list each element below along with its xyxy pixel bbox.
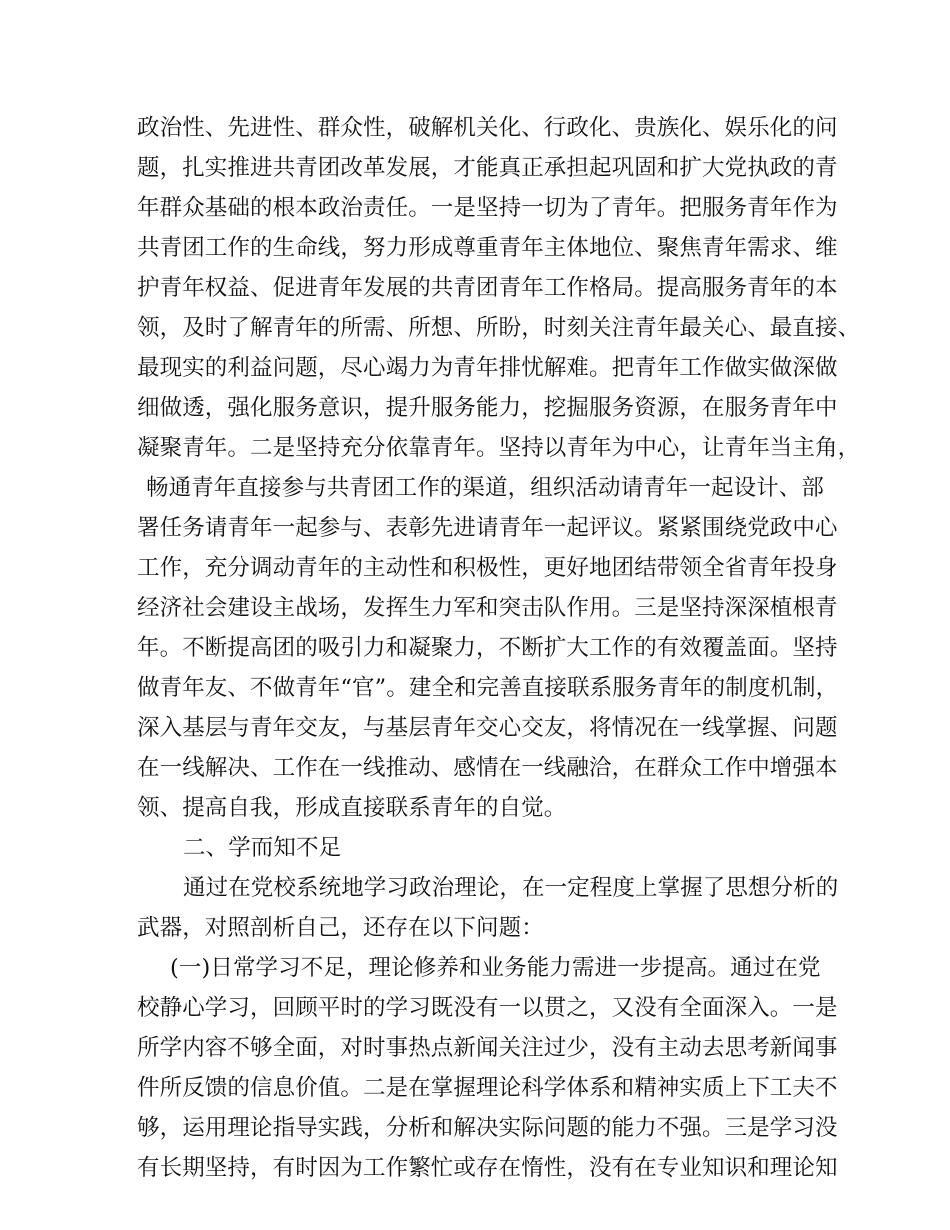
text-line: 在一线解决、工作在一线推动、感情在一线融洽，在群众工作中增强本 <box>137 755 838 781</box>
text-line: 校静心学习，回顾平时的学习既没有一以贯之，又没有全面深入。一是 <box>137 995 838 1021</box>
text-line: 题，扎实推进共青团改革发展，才能真正承担起巩固和扩大党执政的青 <box>137 155 838 181</box>
text-line: 经济社会建设主战场，发挥生力军和突击队作用。三是坚持深深植根青 <box>137 595 838 621</box>
text-line: 领，及时了解青年的所需、所想、所盼，时刻关注青年最关心、最直接、 <box>137 315 861 341</box>
section-heading: 二、学而知不足 <box>183 835 342 861</box>
text-line: 年群众基础的根本政治责任。一是坚持一切为了青年。把服务青年作为 <box>137 195 838 221</box>
text-line: 政治性、先进性、群众性，破解机关化、行政化、贵族化、娱乐化的问 <box>137 115 838 141</box>
text-line: 细做透，强化服务意识，提升服务能力，挖掘服务资源，在服务青年中 <box>137 395 838 421</box>
text-line: 所学内容不够全面，对时事热点新闻关注过少，没有主动去思考新闻事 <box>137 1035 838 1061</box>
text-line: 护青年权益、促进青年发展的共青团青年工作格局。提高服务青年的本 <box>137 275 838 301</box>
text-line: 署任务请青年一起参与、表彰先进请青年一起评议。紧紧围绕党政中心 <box>137 515 838 541</box>
text-line: 做青年友、不做青年“官”。建全和完善直接联系服务青年的制度机制， <box>137 675 839 701</box>
text-line: 共青团工作的生命线，努力形成尊重青年主体地位、聚焦青年需求、维 <box>137 235 838 261</box>
text-line: 深入基层与青年交友，与基层青年交心交友，将情况在一线掌握、问题 <box>137 715 838 741</box>
subsection-heading: (一)日常学习不足，理论修养和业务能力需进一步提高。通过在党 <box>170 955 821 981</box>
text-line: 凝聚青年。二是坚持充分依靠青年。坚持以青年为中心，让青年当主角， <box>137 435 861 461</box>
text-line: 年。不断提高团的吸引力和凝聚力，不断扩大工作的有效覆盖面。坚持 <box>137 635 838 661</box>
text-line: 武器，对照剖析自己，还存在以下问题： <box>137 915 544 941</box>
text-line: 最现实的利益问题，尽心竭力为青年排忧解难。把青年工作做实做深做 <box>137 355 838 381</box>
text-line: 有长期坚持，有时因为工作繁忙或存在惰性，没有在专业知识和理论知 <box>137 1155 838 1181</box>
text-line: 工作，充分调动青年的主动性和积极性，更好地团结带领全省青年投身 <box>137 555 838 581</box>
text-line: 领、提高自我，形成直接联系青年的自觉。 <box>137 795 567 821</box>
text-line: 够，运用理论指导实践，分析和解决实际问题的能力不强。三是学习没 <box>137 1115 838 1141</box>
text-line: 畅通青年直接参与共青团工作的渠道，组织活动请青年一起设计、部 <box>146 475 825 501</box>
text-line: 件所反馈的信息价值。二是在掌握理论科学体系和精神实质上下工夫不 <box>137 1075 838 1101</box>
text-line: 通过在党校系统地学习政治理论，在一定程度上掌握了思想分析的 <box>183 875 839 901</box>
